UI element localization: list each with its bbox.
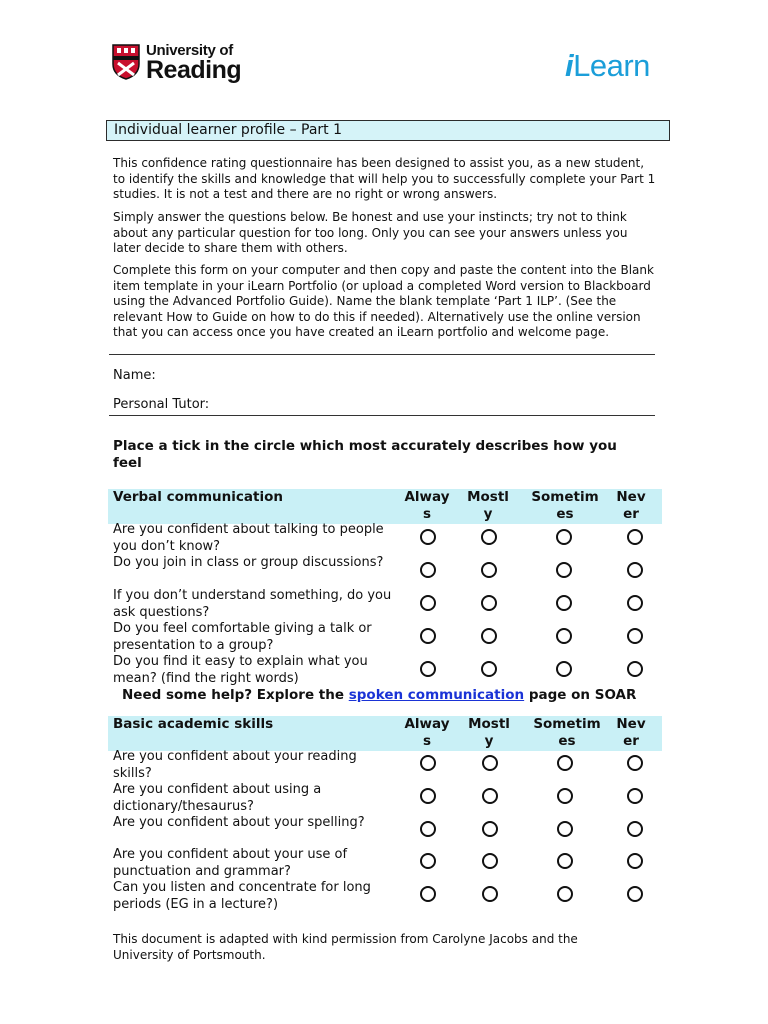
instruction-text: Place a tick in the circle which most accurately describes how you feel bbox=[113, 438, 617, 471]
spoken-communication-link[interactable]: spoken communication bbox=[348, 687, 525, 703]
column-never-2: Nev er bbox=[616, 716, 646, 749]
radio-academic-5-mostly[interactable] bbox=[482, 886, 498, 902]
radio-verbal-4-always[interactable] bbox=[420, 628, 436, 644]
help-text bbox=[122, 687, 636, 704]
radio-academic-3-sometimes[interactable] bbox=[557, 821, 573, 837]
radio-academic-2-mostly[interactable] bbox=[482, 788, 498, 804]
footer-acknowledgement: This document is adapted with kind permission from Carolyne Jacobs and the University of Portsmouth. bbox=[113, 932, 578, 962]
section-header-verbal bbox=[108, 489, 662, 524]
ilearn-logo bbox=[565, 48, 650, 84]
column-sometimes: Sometim es bbox=[531, 489, 599, 522]
column-mostly-2: Mostl y bbox=[468, 716, 510, 749]
help-text-after: page on SOAR bbox=[524, 687, 637, 703]
radio-verbal-2-mostly[interactable] bbox=[481, 562, 497, 578]
question-verbal-1: Are you confident about talking to people you don’t know? bbox=[113, 522, 384, 554]
radio-verbal-3-mostly[interactable] bbox=[481, 595, 497, 611]
personal-tutor-label: Personal Tutor: bbox=[113, 397, 210, 412]
intro-paragraph-1: This confidence rating questionnaire has been designed to assist you, as a new student, to identify the skills and knowledge that will help you to successfully complete your Part 1 studies. It is not a test and there are no right or wrong answers. bbox=[113, 156, 656, 201]
radio-verbal-1-always[interactable] bbox=[420, 529, 436, 545]
logo-text-line1: University of bbox=[146, 42, 233, 59]
university-crest-icon bbox=[112, 44, 140, 80]
radio-academic-5-sometimes[interactable] bbox=[557, 886, 573, 902]
question-verbal-2: Do you join in class or group discussions? bbox=[113, 555, 384, 570]
radio-verbal-4-mostly[interactable] bbox=[481, 628, 497, 644]
radio-academic-2-sometimes[interactable] bbox=[557, 788, 573, 804]
intro-paragraph-2: Simply answer the questions below. Be honest and use your instincts; try not to think about any particular question for too long. Only you can see your answers unless you later decide to share them with others. bbox=[113, 210, 628, 255]
divider-top bbox=[109, 354, 655, 355]
radio-verbal-5-sometimes[interactable] bbox=[556, 661, 572, 677]
radio-academic-1-mostly[interactable] bbox=[482, 755, 498, 771]
radio-academic-5-never[interactable] bbox=[627, 886, 643, 902]
column-always: Alway s bbox=[404, 489, 450, 522]
radio-academic-2-always[interactable] bbox=[420, 788, 436, 804]
radio-verbal-1-sometimes[interactable] bbox=[556, 529, 572, 545]
intro-paragraph-3: Complete this form on your computer and then copy and paste the content into the Blank item template in your iLearn Portfolio (or upload a completed Word version to Blackboard using the Advanced Portfolio Guide). Name the blank template ‘Part 1 ILP’. (See the relevant How to Guide on how to do this if needed). Alternatively use the online version that you can access once you have created an iLearn portfolio and welcome page. bbox=[113, 263, 654, 339]
radio-verbal-5-always[interactable] bbox=[420, 661, 436, 677]
radio-verbal-1-never[interactable] bbox=[627, 529, 643, 545]
radio-academic-1-never[interactable] bbox=[627, 755, 643, 771]
divider-bottom bbox=[109, 415, 655, 416]
help-text-before: Need some help? Explore the bbox=[122, 687, 349, 703]
radio-academic-1-always[interactable] bbox=[420, 755, 436, 771]
radio-verbal-4-sometimes[interactable] bbox=[556, 628, 572, 644]
question-academic-1: Are you confident about your reading skills? bbox=[113, 749, 357, 781]
section-header-academic bbox=[108, 716, 662, 751]
radio-academic-2-never[interactable] bbox=[627, 788, 643, 804]
radio-academic-4-sometimes[interactable] bbox=[557, 853, 573, 869]
question-academic-2: Are you confident about using a dictionary/thesaurus? bbox=[113, 782, 322, 814]
university-of-reading-logo bbox=[112, 42, 242, 88]
radio-academic-5-always[interactable] bbox=[420, 886, 436, 902]
column-mostly: Mostl y bbox=[467, 489, 509, 522]
radio-verbal-5-never[interactable] bbox=[627, 661, 643, 677]
radio-verbal-1-mostly[interactable] bbox=[481, 529, 497, 545]
question-academic-3: Are you confident about your spelling? bbox=[113, 815, 365, 830]
radio-verbal-2-never[interactable] bbox=[627, 562, 643, 578]
section-title-verbal: Verbal communication bbox=[113, 489, 283, 505]
radio-verbal-2-always[interactable] bbox=[420, 562, 436, 578]
question-verbal-5: Do you find it easy to explain what you mean? (find the right words) bbox=[113, 654, 368, 686]
radio-verbal-2-sometimes[interactable] bbox=[556, 562, 572, 578]
radio-verbal-3-sometimes[interactable] bbox=[556, 595, 572, 611]
radio-verbal-3-always[interactable] bbox=[420, 595, 436, 611]
radio-verbal-5-mostly[interactable] bbox=[481, 661, 497, 677]
question-academic-5: Can you listen and concentrate for long periods (EG in a lecture?) bbox=[113, 880, 371, 912]
radio-academic-3-never[interactable] bbox=[627, 821, 643, 837]
question-academic-4: Are you confident about your use of punctuation and grammar? bbox=[113, 847, 348, 879]
radio-academic-4-always[interactable] bbox=[420, 853, 436, 869]
radio-academic-1-sometimes[interactable] bbox=[557, 755, 573, 771]
column-sometimes-2: Sometim es bbox=[533, 716, 601, 749]
radio-verbal-4-never[interactable] bbox=[627, 628, 643, 644]
radio-verbal-3-never[interactable] bbox=[627, 595, 643, 611]
column-always-2: Alway s bbox=[404, 716, 450, 749]
radio-academic-4-mostly[interactable] bbox=[482, 853, 498, 869]
page-title: Individual learner profile – Part 1 bbox=[106, 120, 670, 141]
question-verbal-4: Do you feel comfortable giving a talk or presentation to a group? bbox=[113, 621, 372, 653]
logo-text-line2: Reading bbox=[146, 56, 242, 84]
question-verbal-3: If you don’t understand something, do you ask questions? bbox=[113, 588, 392, 620]
name-label: Name: bbox=[113, 368, 156, 383]
section-title-academic: Basic academic skills bbox=[113, 716, 274, 732]
radio-academic-3-always[interactable] bbox=[420, 821, 436, 837]
column-never: Nev er bbox=[616, 489, 646, 522]
ilearn-logo-i: i bbox=[565, 48, 574, 83]
radio-academic-4-never[interactable] bbox=[627, 853, 643, 869]
ilearn-logo-text: Learn bbox=[573, 48, 650, 83]
radio-academic-3-mostly[interactable] bbox=[482, 821, 498, 837]
